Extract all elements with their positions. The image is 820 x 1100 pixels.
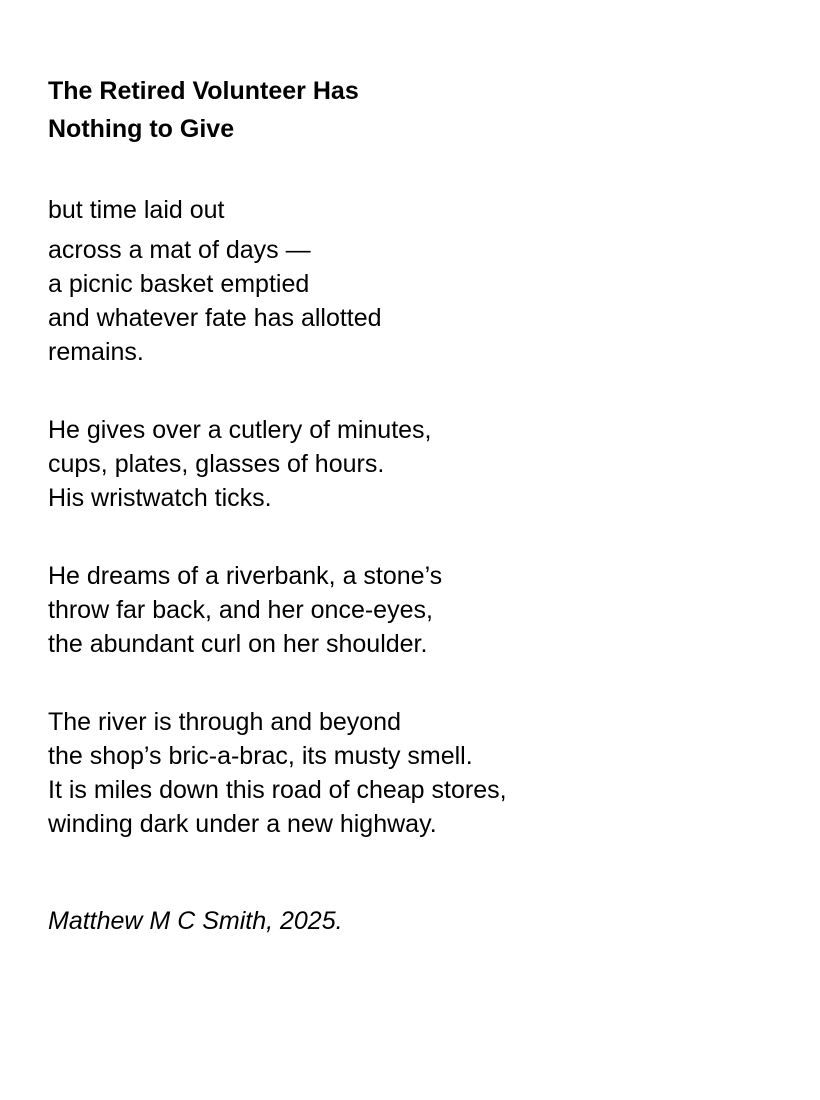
- poem-line: throw far back, and her once-eyes,: [48, 596, 433, 624]
- author-signature: Matthew M C Smith, 2025.: [48, 907, 343, 935]
- poem-page: [48, 72, 788, 938]
- stanza-1: [48, 193, 788, 369]
- poem-line: but time laid out: [48, 196, 225, 224]
- poem-line: across a mat of days —: [48, 236, 311, 264]
- poem-line: a picnic basket emptied: [48, 270, 310, 298]
- title-line-2: Nothing to Give: [48, 115, 235, 143]
- stanza-2: [48, 413, 788, 515]
- poem-line: It is miles down this road of cheap stores,: [48, 776, 507, 804]
- poem-line: He dreams of a riverbank, a stone’s: [48, 562, 443, 590]
- stanza-3: [48, 559, 788, 661]
- poem-line: the shop’s bric-a-brac, its musty smell.: [48, 742, 473, 770]
- poem-line: winding dark under a new highway.: [48, 810, 437, 838]
- stanza-4: [48, 705, 788, 841]
- poem-line: The river is through and beyond: [48, 708, 401, 736]
- title-line-1: The Retired Volunteer Has: [48, 77, 359, 105]
- poem-title: [48, 72, 788, 148]
- poem-line: and whatever fate has allotted: [48, 304, 382, 332]
- poem-line: cups, plates, glasses of hours.: [48, 450, 385, 478]
- poem-line: He gives over a cutlery of minutes,: [48, 416, 432, 444]
- poem-line: remains.: [48, 338, 144, 366]
- poem-line: the abundant curl on her shoulder.: [48, 630, 428, 658]
- poem-line: His wristwatch ticks.: [48, 484, 272, 512]
